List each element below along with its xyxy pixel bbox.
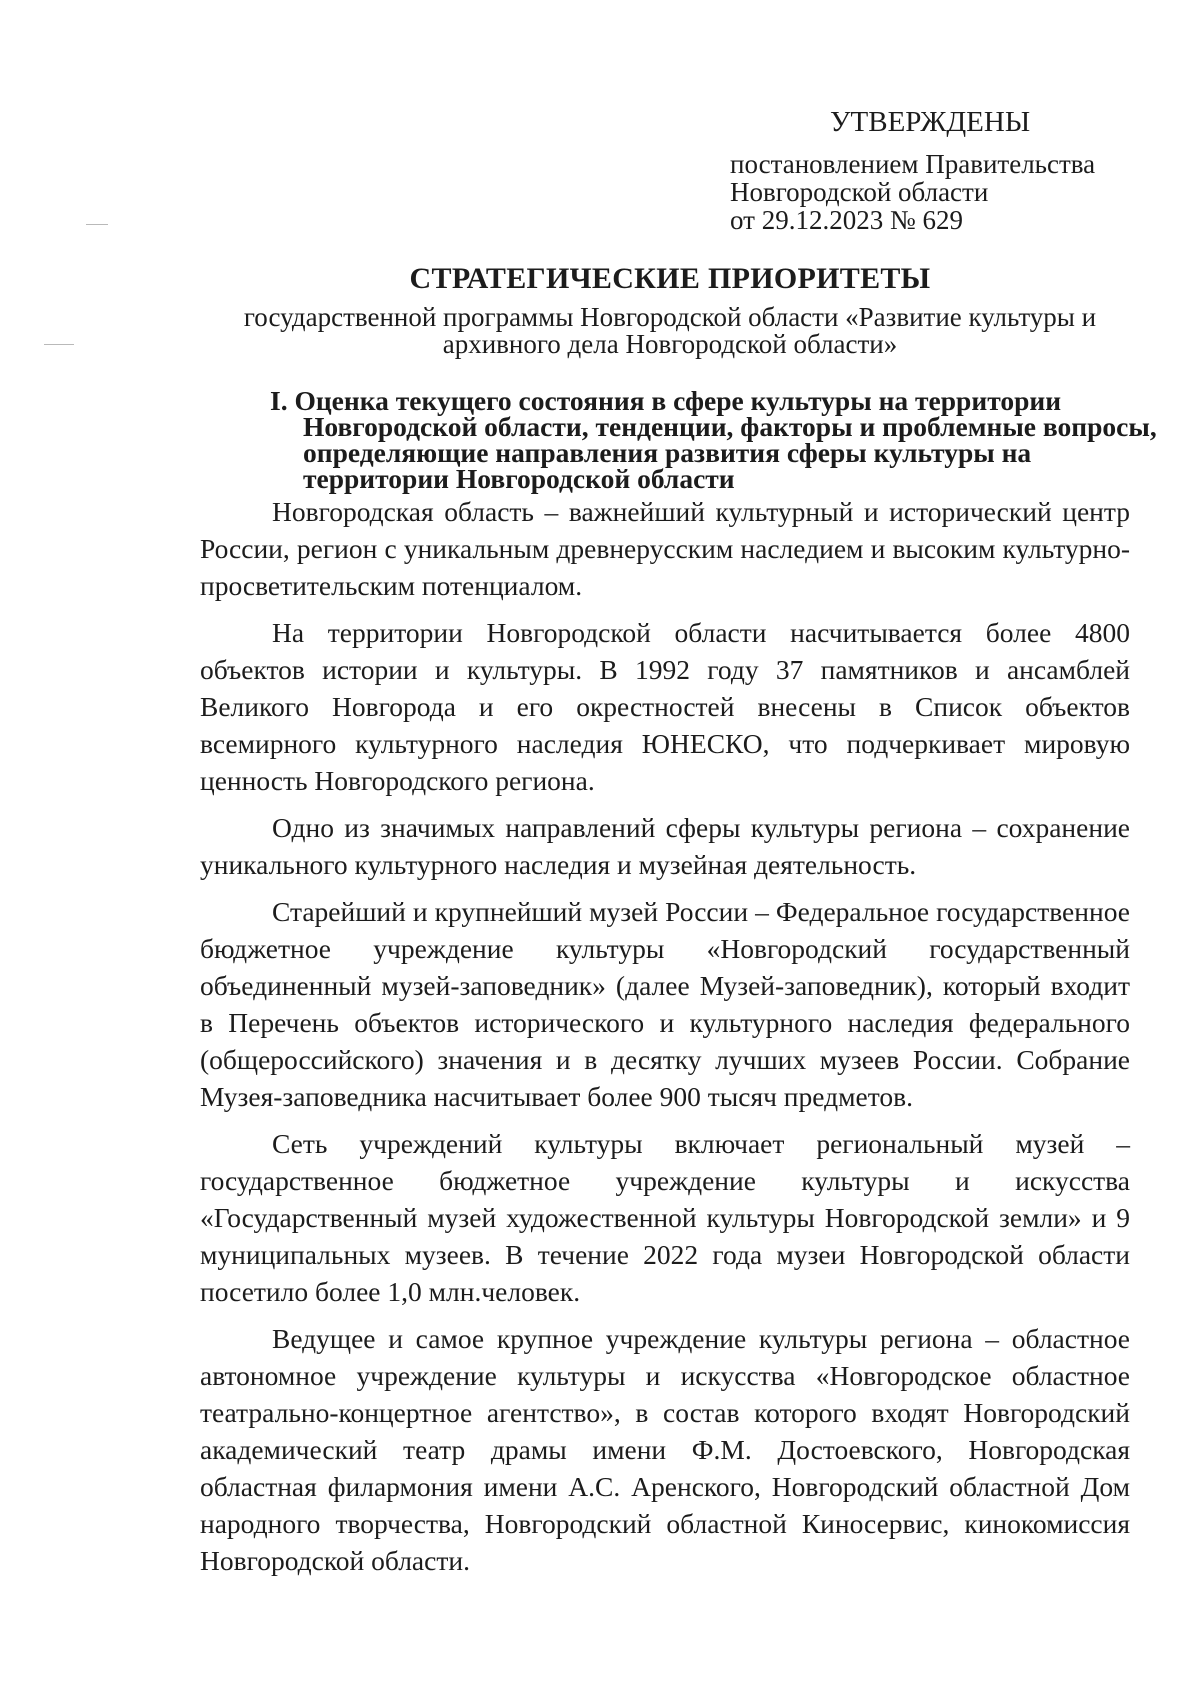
- document-subtitle: государственной программы Новгородской области «Развитие культуры и архивного дела Новгородской области»: [243, 302, 1097, 359]
- scan-artifact: [44, 344, 74, 345]
- approval-date-number: от 29.12.2023 № 629: [730, 205, 963, 235]
- approval-stamp: [730, 108, 1130, 234]
- document-body: [200, 493, 1130, 1589]
- paragraph: Старейший и крупнейший музей России – Федеральное государственное бюджетное учреждение культуры «Новгородский государственный объединенный музей-заповедник» (далее Музей-заповедник), который входит в Перечень объектов исторического и культурного наследия федерального (общероссийского) значения и в десятку лучших музеев России. Собрание Музея-заповедника насчитывает более 900 тысяч предметов.: [200, 896, 1130, 1112]
- approval-line: Новгородской области: [730, 177, 989, 207]
- document-title: СТРАТЕГИЧЕСКИЕ ПРИОРИТЕТЫ: [409, 262, 931, 295]
- scan-artifact: [86, 224, 108, 225]
- paragraph: На территории Новгородской области насчитывается более 4800 объектов истории и культуры. В 1992 году 37 памятников и ансамблей Великого Новгорода и его окрестностей внесены в Список объектов всемирного культурного наследия ЮНЕСКО, что подчеркивает мировую ценность Новгородского региона.: [200, 617, 1130, 796]
- paragraph: Новгородская область – важнейший культурный и исторический центр России, регион с уникальным древнерусским наследием и высоким культурно-просветительским потенциалом.: [200, 496, 1130, 601]
- approval-line: постановлением Правительства: [730, 149, 1096, 179]
- approval-heading: УТВЕРЖДЕНЫ: [830, 106, 1031, 138]
- paragraph: Одно из значимых направлений сферы культуры региона – сохранение уникального культурного наследия и музейная деятельность.: [200, 812, 1130, 880]
- section-heading: I. Оценка текущего состояния в сфере культуры на территории Новгородской области, тенденции, факторы и проблемные вопросы, определяющие направления развития сферы культуры на территории Новгородской области: [270, 385, 1157, 494]
- paragraph: Сеть учреждений культуры включает региональный музей – государственное бюджетное учреждение культуры и искусства «Государственный музей художественной культуры Новгородской земли» и 9 муниципальных музеев. В течение 2022 года музеи Новгородской области посетило более 1,0 млн.человек.: [200, 1128, 1130, 1307]
- paragraph: Ведущее и самое крупное учреждение культуры региона – областное автономное учреждение культуры и искусства «Новгородское областное театрально-концертное агентство», в состав которого входят Новгородский академический театр драмы имени Ф.М. Достоевского, Новгородская областная филармония имени А.С. Аренского, Новгородский областной Дом народного творчества, Новгородский областной Киносервис, кинокомиссия Новгородской области.: [200, 1323, 1130, 1576]
